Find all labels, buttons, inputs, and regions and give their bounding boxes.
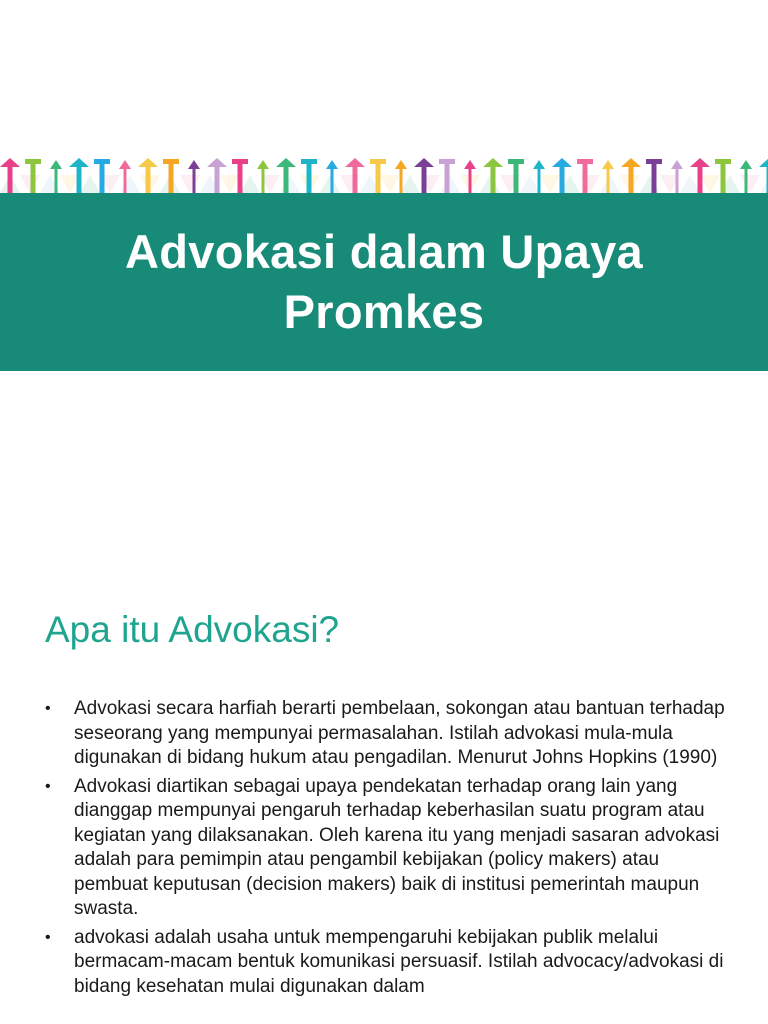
bullet-text: Advokasi secara harfiah berarti pembelaan, sokongan atau bantuan terhadap seseorang yang mempunyai permasalahan. Istilah advokasi mula-mula digunakan di bidang hukum atau pengadilan. Menurut Johns Hopkins (1990)	[74, 698, 725, 768]
bullet-text: advokasi adalah usaha untuk mempengaruhi kebijakan publik melalui bermacam-macam bentuk komunikasi persuasif. Istilah advocacy/advokasi di bidang kesehatan mulai digunakan dalam	[74, 926, 724, 997]
bullet-item	[45, 775, 735, 922]
bullet-item	[45, 926, 735, 1000]
title-band	[0, 193, 768, 371]
bullet-list	[45, 697, 735, 1003]
section-heading: Apa itu Advokasi?	[45, 609, 340, 650]
slide-title: Advokasi dalam Upaya Promkes	[125, 225, 643, 338]
arrow-banner-decoration	[0, 155, 768, 193]
bullet-item	[45, 697, 735, 771]
bullet-marker: •	[45, 777, 51, 795]
bullet-marker: •	[45, 928, 51, 946]
bullet-marker: •	[45, 700, 51, 717]
arrow-banner-graphic	[0, 155, 768, 193]
content-slide	[0, 560, 768, 1024]
bullet-text: Advokasi diartikan sebagai upaya pendekatan terhadap orang lain yang dianggap mempunyai pengaruh terhadap keberhasilan suatu program atau kegiatan yang dilaksanakan. Oleh karena itu yang menjadi sasaran advokasi adalah para pemimpin atau pengambil kebijakan (policy makers) atau pembuat keputusan (decision makers) baik di institusi pemerintah maupun swasta.	[74, 775, 720, 919]
